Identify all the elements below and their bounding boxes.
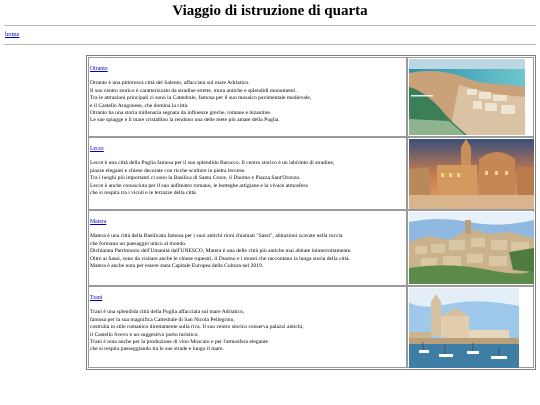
- city-image-cell: [407, 286, 534, 368]
- matera-sassi-photo: [409, 212, 534, 284]
- city-text-cell: [88, 57, 407, 137]
- otranto-coast-photo: [409, 59, 525, 135]
- lecce-piazza-photo: [409, 139, 534, 209]
- city-row-matera: [88, 210, 534, 286]
- city-link-trani[interactable]: Trani: [90, 295, 103, 301]
- nav-divider: [4, 44, 536, 45]
- city-image-cell: [407, 210, 534, 286]
- city-text-cell: [88, 137, 407, 210]
- home-link[interactable]: home: [5, 31, 20, 38]
- top-divider: [4, 25, 536, 26]
- page-title: Viaggio di istruzione di quarta: [172, 3, 368, 19]
- city-text-cell: [88, 210, 407, 286]
- city-link-otranto[interactable]: Otranto: [90, 66, 108, 72]
- city-description: Otranto è una pittoresca città del Salento, affacciata sul mare Adriatico. Il suo centro storico è caratterizzato da stradine strette, mura antiche e splendidi monumenti. Tra le attrazioni principali ci sono la Cattedrale, famosa per il suo mosaico pavimentale medievale, e il Castello Aragonese, che domina la città. Otranto ha una storia millenaria segnata da influenze greche, romane e bizantine. Le sue spiagge e il mare cristallino la rendono una delle mete più amate della Puglia.: [90, 80, 312, 124]
- city-text-cell: [88, 286, 407, 368]
- city-description: Lecce è una città della Puglia famosa per il suo splendido Barocco. Il centro storico è un labirinto di stradine, piazze eleganti e chiese decorate con ricche sculture in pietra leccese. Tra i luoghi più importanti ci sono la Basilica di Santa Croce, il Duomo e Piazza Sant'Oronzo. Lecce è anche conosciuta per il suo anfiteatro romano, le botteghe artigiane e la vivace atmosfera che si respira tra i vicoli e le terrazze della città.: [90, 160, 335, 197]
- city-description: Trani è una splendida città della Puglia affacciata sul mare Adriatico, famosa per la sua magnifica Cattedrale di San Nicola Pellegrino, costruita in stile romanico direttamente sulla riva. Il suo centro storico conserva palazzi antichi, il Castello Svevo e un suggestivo porto turistico. Trani è nota anche per la produzione di vino Moscato e per l'atmosfera elegante che si respira passeggiando tra le sue strade e lungo il mare.: [90, 309, 304, 353]
- city-link-lecce[interactable]: Lecce: [90, 146, 104, 152]
- trani-cathedral-photo: [409, 288, 519, 368]
- city-image-cell: [407, 57, 534, 137]
- city-row-otranto: [88, 57, 534, 137]
- city-description: Matera è una città della Basilicata famosa per i suoi antichi rioni chiamati "Sassi", abitazioni scavate nella roccia che formano un paesaggio unico al mondo. Dichiarata Patrimonio dell'Umanità dall'UNESCO, Matera è una delle città più antiche mai abitate ininterrottamente. Oltre ai Sassi, sono da visitare anche le chiese rupestri, il Duomo e i musei che raccontano la lunga storia della città. Matera è anche nota per essere stata Capitale Europea della Cultura nel 2019.: [90, 233, 352, 270]
- city-row-lecce: [88, 137, 534, 210]
- city-row-trani: [88, 286, 534, 368]
- city-link-matera[interactable]: Matera: [90, 219, 107, 225]
- city-image-cell: [407, 137, 534, 210]
